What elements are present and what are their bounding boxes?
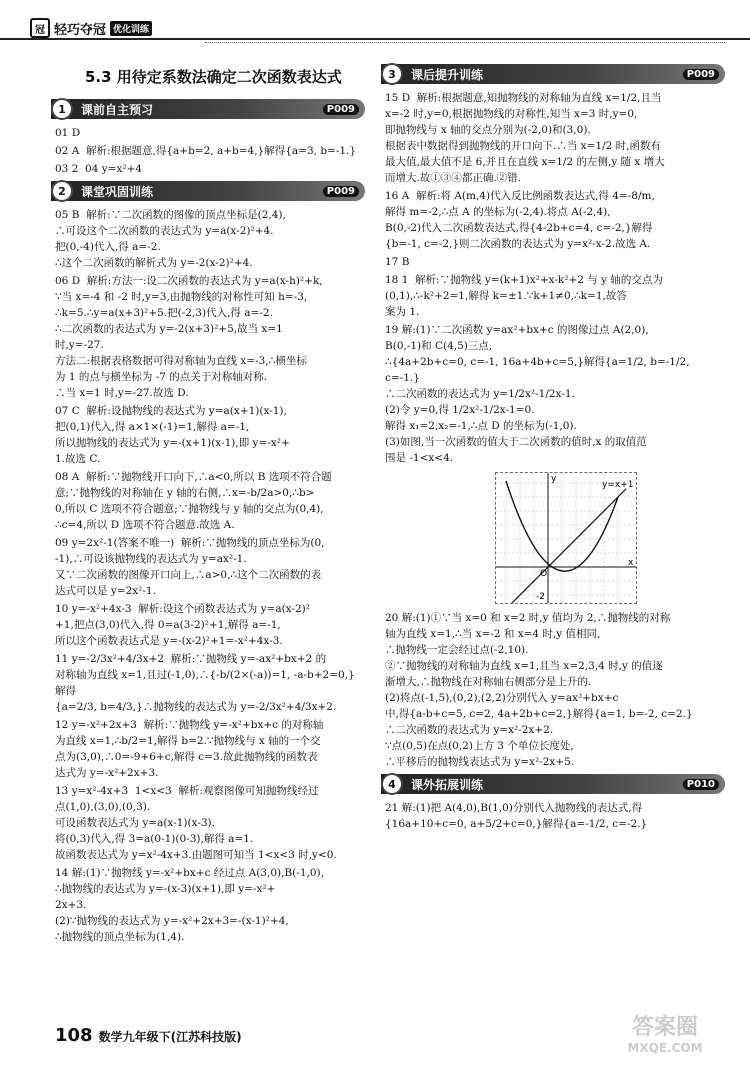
header-dotted-rule <box>205 42 725 43</box>
answer-item: 09 y=2x²-1(答案不唯一) 解析:∵抛物线的顶点坐标为(0, -1),∴可设该抛物线的表达式为 y=ax²-1. 又∵二次函数的图像开口向上,∴a>0,∴这个二次函数的表 达式可以是 y=2x²-1. <box>55 537 325 597</box>
section-number: 1 <box>51 98 73 120</box>
section-page: P009 <box>323 186 359 197</box>
brand-logo <box>30 18 152 38</box>
section-page: P009 <box>323 104 359 115</box>
neg2-label: -2 <box>536 592 545 602</box>
y-axis-label: y <box>551 474 557 484</box>
answer-item: 20 解:(1)①∵当 x=0 和 x=2 时,y 值均为 2,∴抛物线的对称 轴为直线 x=1,∴当 x=-2 和 x=4 时,y 值相同, ∴抛物线一定会经过点(-2,10). ②∵抛物线的对称轴为直线 x=1,且当 x=2,3,4 时,y 的值逐 渐增大,∴抛物线在对称轴右侧部分是上升的. (2)将点(-1,5),(0,2),(2,2)分别代入 y=ax²+bx+c 中,得{a-b+c=5, c=2, 4a+2b+c=2,}解得{a=1, b=-2, c=2.} ∴二次函数的表达式为 y=x²-2x+2. ∵点(0,5)在点(0,2)上方 3 个单位长度处, ∴平移后的抛物线表达式为 y=x²-2x+5. <box>385 612 693 768</box>
answer-item: 02 A 解析:根据题意,得{a+b=2, a+b=4,}解得{a=3, b=-1.} <box>55 145 357 157</box>
brand-name: 轻巧夺冠 <box>54 22 107 38</box>
right-column <box>385 60 725 834</box>
answer-item: 06 D 解析:方法一:设二次函数的表达式为 y=a(x-h)²+k, ∵当 x=-4 和 -2 时,y=3,由抛物线的对称性可知 h=-3, ∴k=5.∴y=a(x+3)²+5.把(-2,3)代入,得 a=-2. ∴二次函数的表达式为 y=-2(x+3)²+5,故当 x=1 时,y=-27. 方法二:根据表格数据可得对称轴为直线 x=-3,∴横坐标 为 1 的点与横坐标为 -7 的点关于对称轴对称. ∴当 x=1 时,y=-27.故选 D. <box>55 275 323 399</box>
line-label: y=x+1 <box>602 480 634 490</box>
answer-item: 16 A 解析:将 A(m,4)代入反比例函数表达式,得 4=-8/m, 解得 m=-2,∴点 A 的坐标为(-2,4).将点 A(-2,4), B(0,-2)代入二次函数表达式,得{4-2b+c=4, c=-2,}解得 {b=-1, c=-2,}则二次函数的表达式为 y=x²-x-2.故选 A. <box>385 190 655 250</box>
watermark-sub: MXQE.COM <box>627 1041 703 1055</box>
left-column <box>55 60 365 947</box>
section-label: 课前自主预习 <box>81 102 154 117</box>
origin-label: O <box>540 569 548 579</box>
answer-item: 13 y=x²-4x+3 1<x<3 解析:观察图像可知抛物线经过 点(1,0),(3,0),(0,3). 可设函数表达式为 y=a(x-1)(x-3). 将(0,3)代入,得 3=a(0-1)(0-3),解得 a=1. 故函数表达式为 y=x²-4x+3.由题图可知当 1<x<3 时,y<0. <box>55 785 337 861</box>
answer-item: 15 D 解析:根据题意,知抛物线的对称轴为直线 x=1/2,且当 x=-2 时,y=0,根据抛物线的对称性,知当 x=3 时,y=0, 即抛物线与 x 轴的交点分别为(-2,0)和(3,0). 根据表中数据得到抛物线的开口向下.∴当 x=1/2 时,函数有 最大值,最大值不是 6,并且在直线 x=1/2 的左侧,y 随 x 增大 而增大.故①③④都正确.②错. <box>385 92 665 184</box>
section-label: 课堂巩固训练 <box>81 184 154 199</box>
answer-item: 05 B 解析:∵二次函数的图像的顶点坐标是(2,4), ∴可设这个二次函数的表达式为 y=a(x-2)²+4. 把(0,-4)代入,得 a=-2. ∴这个二次函数的解析式为 y=-2(x-2)²+4. <box>55 209 286 269</box>
header-rule <box>0 38 750 40</box>
book-title: 数学九年级下(江苏科技版) <box>98 1030 242 1044</box>
answer-item: 14 解:(1)∵抛物线 y=-x²+bx+c 经过点 A(3,0),B(-1,0), ∴抛物线的表达式为 y=-(x-3)(x+1),即 y=-x²+ 2x+3. (2)∵抛物线的表达式为 y=-x²+2x+3=-(x-1)²+4, ∴抛物线的顶点坐标为(1,4). <box>55 867 324 943</box>
section-header-3 <box>381 64 725 84</box>
line-graph <box>506 489 626 603</box>
section-header-1 <box>51 99 365 119</box>
section-label: 课后提升训练 <box>411 67 484 82</box>
answer-item: 12 y=-x²+2x+3 解析:∵抛物线 y=-x²+bx+c 的对称轴 为直线 x=1,∴b/2=1,解得 b=2.∵抛物线与 x 轴的一个交 点为(3,0),∴0=-9+6+c,解得 c=3.故此抛物线的函数表 达式为 y=-x²+2x+3. <box>55 719 324 779</box>
section-header-2 <box>51 181 365 201</box>
answer-item: 21 解:(1)把 A(4,0),B(1,0)分别代入抛物线的表达式,得 {16a+10+c=0, a+5/2+c=0,}解得{a=-1/2, c=-2.} <box>385 802 648 830</box>
function-graph <box>495 472 637 604</box>
page-footer <box>55 1025 242 1046</box>
watermark-main: 答案圈 <box>631 1015 698 1040</box>
section-number: 4 <box>381 773 403 795</box>
answer-item: 10 y=-x²+4x-3 解析:设这个函数表达式为 y=a(x-2)² +1,把点(3,0)代入,得 0=a(3-2)²+1,解得 a=-1, 所以这个函数表达式是 y=-(x-2)²+1=-x²+4x-3. <box>55 603 310 647</box>
answer-item: 17 B <box>385 256 410 268</box>
answer-item: 11 y=-2/3x²+4/3x+2 解析:∵抛物线 y=-ax²+bx+2 的 对称轴为直线 x=1,且过(-1,0),∴{-b/(2×(-a))=1, -a-b+2=0,}解得 {a=2/3, b=4/3,}∴抛物线的表达式为 y=-2/3x²+4/3x+2. <box>55 653 355 713</box>
section-header-4 <box>381 774 725 794</box>
page-title: 5.3 用待定系数法确定二次函数表达式 <box>85 68 342 86</box>
answer-item: 07 C 解析:设抛物线的表达式为 y=a(x+1)(x-1), 把(0,1)代入,得 a×1×(-1)=1,解得 a=-1, 所以抛物线的表达式为 y=-(x+1)(x-1),即 y=-x²+ 1.故选 C. <box>55 405 290 465</box>
brand-tag: 优化训练 <box>110 21 152 36</box>
section-page: P010 <box>683 779 719 790</box>
section-label: 课外拓展训练 <box>411 777 484 792</box>
answer-item: 19 解:(1)∵二次函数 y=ax²+bx+c 的图像过点 A(2,0), B(0,-1)和 C(4,5)三点, ∴{4a+2b+c=0, c=-1, 16a+4b+c=5,}解得{a=1/2, b=-1/2, c=-1.} ∴二次函数的表达式为 y=1/2x²-1/2x-1. (2)令 y=0,得 1/2x²-1/2x-1=0. 解得 x₁=2,x₂=-1,∴点 D 的坐标为(-1,0). (3)如图,当一次函数的值大于二次函数的值时,x 的取值范 围是 -1<x<4. <box>385 324 690 464</box>
x-axis-label: x <box>628 558 634 568</box>
answer-item: 18 1 解析:∵抛物线 y=(k+1)x²+x-k²+2 与 y 轴的交点为 (0,1),∴-k²+2=1,解得 k=±1.∵k+1≠0,∴k=1,故答 案为 1. <box>385 274 663 318</box>
section-page: P009 <box>683 69 719 80</box>
answer-item: 08 A 解析:∵抛物线开口向下,∴a<0,所以 B 选项不符合题 意;∵抛物线的对称轴在 y 轴的右侧,∴x=-b/2a>0,∴b> 0,所以 C 选项不符合题意;∵抛物线与 y 轴的交点为(0,4), ∴c=4,所以 D 选项不符合题意.故选 A. <box>55 471 332 531</box>
answer-item: 03 2 04 y=x²+4 <box>55 163 143 175</box>
page-number: 108 <box>55 1025 93 1046</box>
watermark <box>600 1010 730 1070</box>
graph-svg <box>496 473 636 603</box>
section-number: 3 <box>381 63 403 85</box>
answer-item: 01 D <box>55 127 81 139</box>
brand-mark-icon: 冠 <box>30 18 50 38</box>
section-number: 2 <box>51 180 73 202</box>
